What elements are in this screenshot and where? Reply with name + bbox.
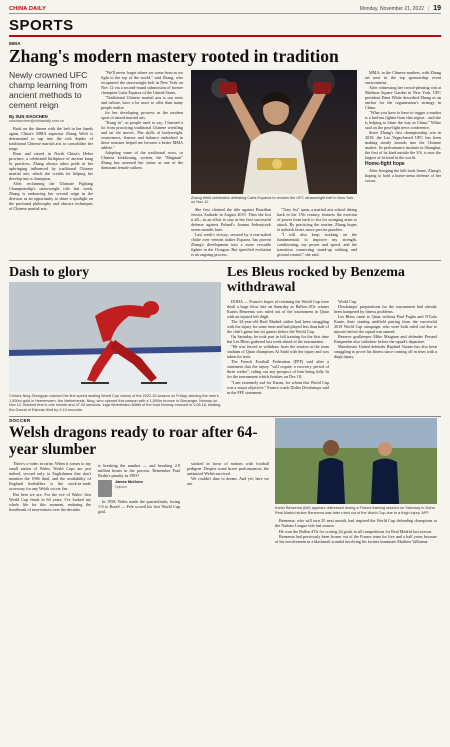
- soccer-kicker: SOCCER: [9, 418, 31, 424]
- top-story-kicker: MMA: [9, 40, 21, 46]
- benzema-photo-caption: Karim Benzema (left) appears distressed during a France training session on Saturday in Doha. Real Madrid striker Benzema was later ruled out of the World Cup due to a thigh injury. AFP: [275, 506, 436, 515]
- soccer-col3: [187, 461, 269, 514]
- author-title: Opinion: [115, 484, 127, 489]
- middle-row: [9, 265, 441, 413]
- paragraph: Back on the throne with the belt in her hands again, China's MMA superstar Zhang Weili is determined to tap into the rich depths of traditional Chinese martial arts to consolidate her reign.: [9, 125, 93, 151]
- paragraph: She first claimed the title against Brazilian Jessica Andrade in August 2019. Then she lost it all—in an effort to stay in her first successful defense against Poland's Joanna Jedrzejczyk seven months later.: [191, 206, 271, 232]
- author-avatar: [98, 480, 112, 497]
- top-story-col2: [101, 70, 183, 258]
- zhang-photo-caption: Zhang Weili celebrates defeating Carla Esparza to reclaim the UFC strawweight belt in New York on Nov 12.: [191, 195, 354, 205]
- author-name: James McGuire: [115, 480, 144, 485]
- paragraph: "What you have to have to trigger a market is a bad-ass fighter from that region... and she is helping to blaze the way in China," White said on the post-fight news conference.: [365, 109, 441, 131]
- subhead-home-fight: Home-fight hope: [365, 161, 405, 168]
- paragraph: "We'll never forget where we come from as we fight to the top of the world," said Zhang, who recaptured the strawweight belt in New York on Nov 12 via a second-round submission of former champion Carla Esparza of the United States.: [101, 69, 183, 95]
- paragraph: is breaking the number — and breaking 2.8 million hearts in the process. Remember Paul Bodin's penalty in 1993?: [98, 463, 180, 479]
- paragraph: Adopting some of the traditional roots, or Chinese kickboxing, system, the "Magnum" Zhang has assessed her status as one of the dominant female strikers.: [101, 150, 183, 171]
- top-story-col2b: [191, 207, 271, 257]
- paragraph: We couldn't dare to dream. And yet, here we are.: [187, 476, 269, 487]
- benzema-photo-block: [275, 418, 437, 543]
- section-rule: [9, 35, 441, 37]
- bottom-row: [9, 418, 441, 543]
- ning-photo-caption: China's Ning Zhongyan claimed his first speed skating World Cup victory of the 2022-23 season on Friday, winning the men's 1,500m gold in Heerenveen, the Netherlands. Ning, who opened this season with a 1,500m bronze in Stavanger, Norway on Nov 12, finished first in one minute and 47.06 seconds. Inga Woertmann-Mittet of the host Norway crossed in 1:06.18, beating Kia Garcia of Estonia third by 0.13 seconds.: [9, 394, 221, 413]
- section-divider: [9, 416, 441, 417]
- benzema-story: [227, 265, 437, 413]
- top-story-col1: [9, 126, 93, 212]
- top-story-email: sunxiaochen@chinadaily.com.cn: [9, 118, 65, 123]
- author-box: [98, 463, 180, 478]
- top-story-byline: By SUN XIAOCHEN: [9, 113, 48, 119]
- top-story-left: [9, 70, 93, 258]
- section-divider: [9, 260, 441, 261]
- soccer-col2-cont: [98, 499, 180, 514]
- soccer-headline: Welsh dragons ready to roar after 64-year slumber: [9, 424, 258, 459]
- paragraph: The 34-year-old Real Madrid striker had been struggling with the injury for some time and had played less than half of the club's game last six games before the World Cup.: [227, 318, 329, 335]
- paragraph: After reclaiming the Ultimate Fighting Championship's strawweight title last week, Zhang is embracing her second reign in the division as an opportunity to shine a spotlight on the profound philosophy and obscure techniques of Chinese martial arts.: [9, 181, 93, 212]
- speed-skating-story: [9, 265, 221, 413]
- paragraph: "I am extremely sad for Karim, for whom this World Cup was a major objective," France coach Didier Deschamps said in the FFF statement.: [227, 379, 329, 395]
- paragraph: for her developing prowess in the modern sport of mixed martial arts.: [101, 109, 183, 120]
- paragraph: "Traditional Chinese martial arts is our roots and culture, have a lot more to offer than many people realize: [101, 94, 183, 110]
- paragraph: MMA, in the Chinese markets, with Zhang set next in the top sponsorship event environment.: [365, 69, 441, 85]
- ning-photo-image: [9, 282, 221, 392]
- top-story-col3: [277, 207, 357, 257]
- top-story-col4: [365, 70, 441, 258]
- soccer-story: [9, 418, 269, 543]
- paragraph: "Tony fist" quan, a martial arts school dating back to the 17th century, features the exertion of power from back to fist for swinging arms to attack. By practicing the routine, Zhang hopes to unleash faster, more precise punches.: [277, 206, 357, 232]
- zhang-photo: [191, 70, 357, 194]
- paragraph: DOHA — France's hopes of retaining the World Cup were dealt a huge blow late on Saturday as Ballon d'Or winner Karim Benzema was ruled out of the tournament in Qatar with an injured left thigh.: [227, 298, 329, 319]
- paragraph: "Kung fu", as people used to say, I learned a lot from practicing traditional Chinese wrestling and tai chi moves. The skills of bodyweight, evasiveness, finesse and balance embodied in these routines helped me become a better MMA athlete.": [101, 119, 183, 151]
- top-story-center: [191, 70, 357, 258]
- benzema-col2: [334, 299, 437, 395]
- paragraph: Benzema, who will turn 35 next month, had inspired the World Cup defending champions to the Nations League title last season.: [275, 518, 437, 529]
- masthead-bar: CHINA DAILY Monday, November 21, 2022 | 19: [9, 5, 441, 12]
- page-number-right: 19: [433, 5, 441, 12]
- paragraph: stacked in favor of nations with football pedigree. Despite some brave performances, the unfancied Welsh survived.: [187, 461, 269, 477]
- benzema-photo-image: [275, 418, 437, 504]
- paragraph: World Cup.: [338, 298, 358, 304]
- paragraph: Born and raised in North China's Hebei province, a celebrated birthplace of ancient kung fu practices, Zhang always takes pride in her upbringing influenced by traditional Chinese martial arts, which she credits for helping her develop into a champion.: [9, 150, 93, 181]
- soccer-col2: [98, 461, 180, 514]
- paragraph: In 1958, Wales made the quarterfinals, losing 1-0 to Brazil — Pele scored his first World Cup goal.: [98, 499, 180, 515]
- benzema-story-headline: Les Bleus rocked by Benzema withdrawal: [227, 264, 405, 296]
- top-story-headline: Zhang's modern mastery rooted in tradition: [9, 45, 339, 66]
- paragraph: But here we are. For the eve of Wales' first World Cup finals in 64 years, I've looked my whole life for this moment, enduring the heartbreak of near-misses over the decades.: [9, 491, 91, 512]
- paragraph: On Saturday, he took part in full training for the first time but Les Bleus gathered last week ahead of the tournament.: [227, 334, 329, 345]
- paragraph: There's a video in rarity. When it comes to my small nation of Wales, World Cups are just indeed, second only to Englishmen that don't mention the 1966 final, and the availability of England footballers is the stock-in-trade accessory for any Welsh soccer fan.: [9, 461, 91, 492]
- author-card: [98, 480, 180, 497]
- paragraph: The French Football Federation (FFF) said after a statement that the injury "will require a recovery period of three weeks", ruling out any prospect of him being fully fit for the tournament which finishes on Dec 18.: [227, 359, 329, 380]
- paragraph: "He was forced to withdraw from the session at the team stadium of Qatar champions Al Sadd with the injury and was taken for tests.: [227, 344, 329, 360]
- soccer-columns: [9, 461, 269, 514]
- paragraph: Reserve goalkeeper Mike Maignan and defender Presnel Kimpembe also withdrew before the squad's departure.: [334, 334, 437, 345]
- benzema-col3: [275, 518, 437, 543]
- paragraph: Last week's victory, secured by a rear-naked choke over veteran striker Esparza, has proven Zhang's development into a more versatile fighter in the Octagon. But specified evolution is an ongoing process.: [191, 231, 271, 258]
- soccer-col1: [9, 461, 91, 514]
- paragraph: He won the Ballon d'Or for scoring 44 goals in all competitions for Real Madrid last season.: [279, 528, 432, 534]
- section-title: [9, 17, 441, 34]
- paragraph: Since Zhang's first championship win in 2019, the Las Vegas-based UFC has been making steady inroads into the Chinese market. Its performance institute in Shanghai, the first of its kind outside the US, is now the largest of its kind in the world.: [365, 130, 441, 161]
- paper-logo: CHINA DAILY: [9, 5, 46, 12]
- benzema-col1: [227, 299, 329, 395]
- top-story: [9, 70, 441, 258]
- paragraph: After witnessing her crowd-pleasing win at Madison Square Garden in New York, UFC president Dana White described Zhang as an anchor for the organization's strategy in China.: [365, 84, 441, 110]
- paragraph: Les Bleus came to Qatar without Paul Pogba and N'Golo Kante, their starting midfield pairing from the successful 2018 World Cup campaign, who were both ruled out due to injuries before the squad was named.: [334, 313, 437, 335]
- paragraph: Manchester United defender Raphael Varane has also been struggling to prove his fitness since coming off in tears with a thigh injury.: [334, 344, 437, 360]
- benzema-photo: [275, 418, 437, 504]
- ning-photo: [9, 282, 221, 392]
- issue-date: Monday, November 21, 2022: [359, 5, 424, 12]
- paragraph: Deschamps' preparations for the tournament had already been hampered by fitness problems.: [334, 303, 437, 314]
- paragraph: "I will also keep working on the fundamentals to improve my strength, conditioning, my power and speed, and the transition connecting stand-up striking and ground control," she said.: [277, 231, 357, 258]
- section-name: SPORTS: [9, 17, 74, 34]
- zhang-photo-image: [191, 70, 357, 194]
- paragraph: Benzema had previously been frozen out of the France team for five and a half years because of his involvement in a blackmail scandal involving his former teammate Mathieu Valbuena.: [275, 533, 437, 544]
- speed-story-headline: Dash to glory: [9, 264, 90, 280]
- paragraph: After bringing the belt back home, Zhang's hoping to hold a home-arena defense of her crown.: [365, 168, 441, 184]
- top-story-deck: Newly crowned UFC champ learning from ancient methods to cement reign: [9, 69, 88, 110]
